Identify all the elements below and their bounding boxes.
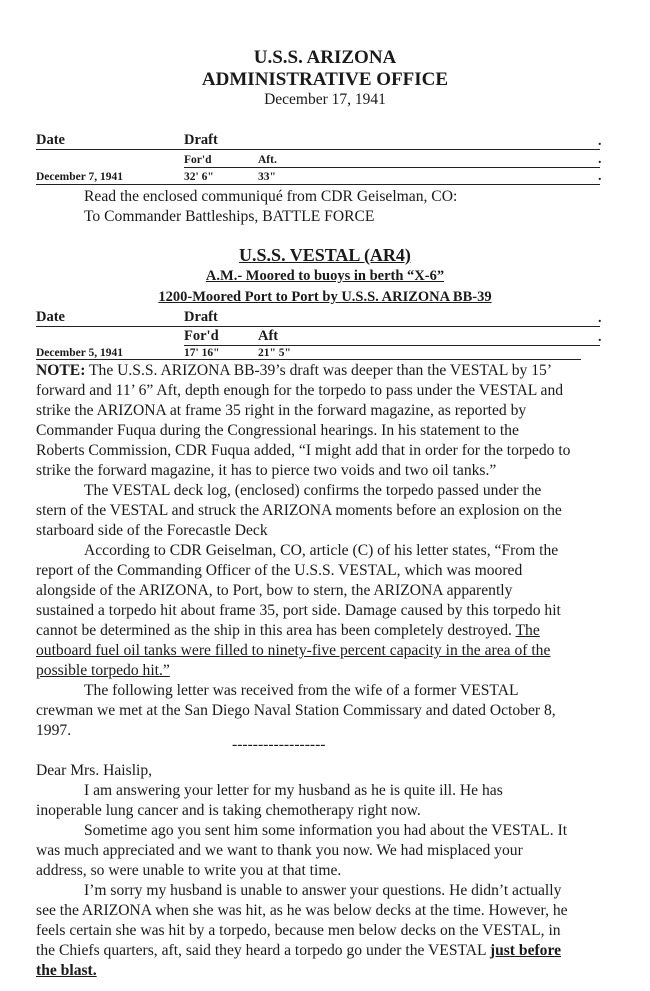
letter-line: I’m sorry my husband is unable to answer your questions. He didn’t actually (84, 882, 562, 899)
col-date-label: Date (36, 132, 65, 148)
emphasis: the blast. (36, 962, 97, 979)
row-date: December 7, 1941 (36, 171, 123, 183)
row-ford: 32' 6" (184, 171, 214, 183)
body-line: sustained a torpedo hit about frame 35, port side. Damage caused by this torpedo hit (36, 602, 561, 619)
body-line: The following letter was received from the wife of a former VESTAL (84, 682, 519, 699)
table-rule (36, 149, 600, 150)
row-ford: 17' 16" (184, 347, 220, 359)
underlined-quote: The (515, 622, 540, 639)
body-line: cannot be determined as the ship in this area has been completely destroyed. The (36, 622, 540, 639)
letter-line: was much appreciated and we want to thank you now. We had misplaced your (36, 842, 523, 859)
body-line: strike the ARIZONA at frame 35 right in the forward magazine, as reported by (36, 402, 527, 419)
letter-line: I am answering your letter for my husband as he is quite ill. He has (84, 782, 503, 799)
rule-end-dot: . (598, 311, 602, 326)
underlined-quote: outboard fuel oil tanks were filled to ninety-five percent capacity in the area of the (36, 642, 551, 659)
body-line: According to CDR Geiselman, CO, article (C) of his letter states, “From the (84, 542, 559, 559)
table-rule (184, 167, 600, 168)
body-line: 1997. (36, 722, 72, 739)
body-line: crewman we met at the San Diego Naval Station Commissary and dated October 8, (36, 702, 556, 719)
col-ford-label: For'd (184, 154, 212, 166)
body-line: The VESTAL deck log, (enclosed) confirms the torpedo passed under the (84, 482, 542, 499)
body-line: alongside of the ARIZONA, to Port, bow to stern, the ARIZONA apparently (36, 582, 513, 599)
rule-end-dot: . (598, 169, 602, 184)
rule-end-dot: . (598, 134, 602, 149)
col-draft-label: Draft (184, 132, 218, 148)
letter-line: see the ARIZONA when she was hit, as he was below decks at the time. However, he (36, 902, 568, 919)
note-label: NOTE: (36, 362, 86, 379)
body-line: stern of the VESTAL and struck the ARIZONA moments before an explosion on the (36, 502, 562, 519)
col-aft-label: Aft. (258, 154, 277, 166)
vestal-title: U.S.S. VESTAL (AR4) (239, 245, 411, 265)
separator: ------------------ (232, 736, 326, 753)
table-rule (36, 184, 600, 185)
intro-line: Read the enclosed communiqué from CDR Geiselman, CO: (84, 188, 458, 205)
table-rule (36, 326, 600, 327)
col-date-label: Date (36, 309, 65, 325)
row-aft: 21" 5" (258, 347, 291, 359)
letter-line: the Chiefs quarters, aft, said they heard a torpedo go under the VESTAL just before (36, 942, 562, 959)
letter-line: inoperable lung cancer and is taking chemotherapy right now. (36, 802, 421, 819)
rule-end-dot: . (598, 330, 602, 345)
body-line: forward and 11’ 6” Aft, depth enough for the torpedo to pass under the VESTAL and (36, 382, 564, 399)
document-date: December 17, 1941 (264, 91, 386, 108)
col-ford-label: For'd (184, 328, 219, 344)
emphasis: just before (489, 942, 562, 959)
underlined-quote: possible torpedo hit.” (36, 662, 170, 679)
body-line: report of the Commanding Officer of the U.S.S. VESTAL, which was moored (36, 562, 523, 579)
body-line: strike the forward magazine, it has to pierce two voids and two oil tanks.” (36, 462, 497, 479)
row-aft: 33" (258, 171, 276, 183)
letter-line: Sometime ago you sent him some information you had about the VESTAL. It (84, 822, 568, 839)
col-aft-label: Aft (258, 328, 279, 344)
body-line: Roberts Commission, CDR Fuqua added, “I might add that in order for the torpedo to (36, 442, 571, 459)
note-line: NOTE: The U.S.S. ARIZONA BB-39’s draft was deeper than the VESTAL by 15’ (36, 362, 553, 379)
vestal-subtitle: A.M.- Moored to buoys in berth “X-6” (205, 268, 445, 284)
vestal-subtitle: 1200-Moored Port to Port by U.S.S. ARIZONA BB-39 (158, 289, 492, 305)
salutation: Dear Mrs. Haislip, (36, 762, 153, 779)
body-line: starboard side of the Forecastle Deck (36, 522, 268, 539)
letter-line: address, so were unable to write you at that time. (36, 862, 342, 879)
row-date: December 5, 1941 (36, 347, 123, 359)
table-rule (36, 359, 581, 360)
intro-line: To Commander Battleships, BATTLE FORCE (84, 208, 375, 225)
document-title: U.S.S. ARIZONA (253, 47, 397, 68)
body-line: Commander Fuqua during the Congressional hearings. In his statement to the (36, 422, 519, 439)
table-rule (184, 345, 600, 346)
letter-line: feels certain she was hit by a torpedo, because men below decks on the VESTAL, in (36, 922, 561, 939)
col-draft-label: Draft (184, 309, 218, 325)
rule-end-dot: . (598, 152, 602, 167)
document-subtitle: ADMINISTRATIVE OFFICE (201, 69, 449, 90)
